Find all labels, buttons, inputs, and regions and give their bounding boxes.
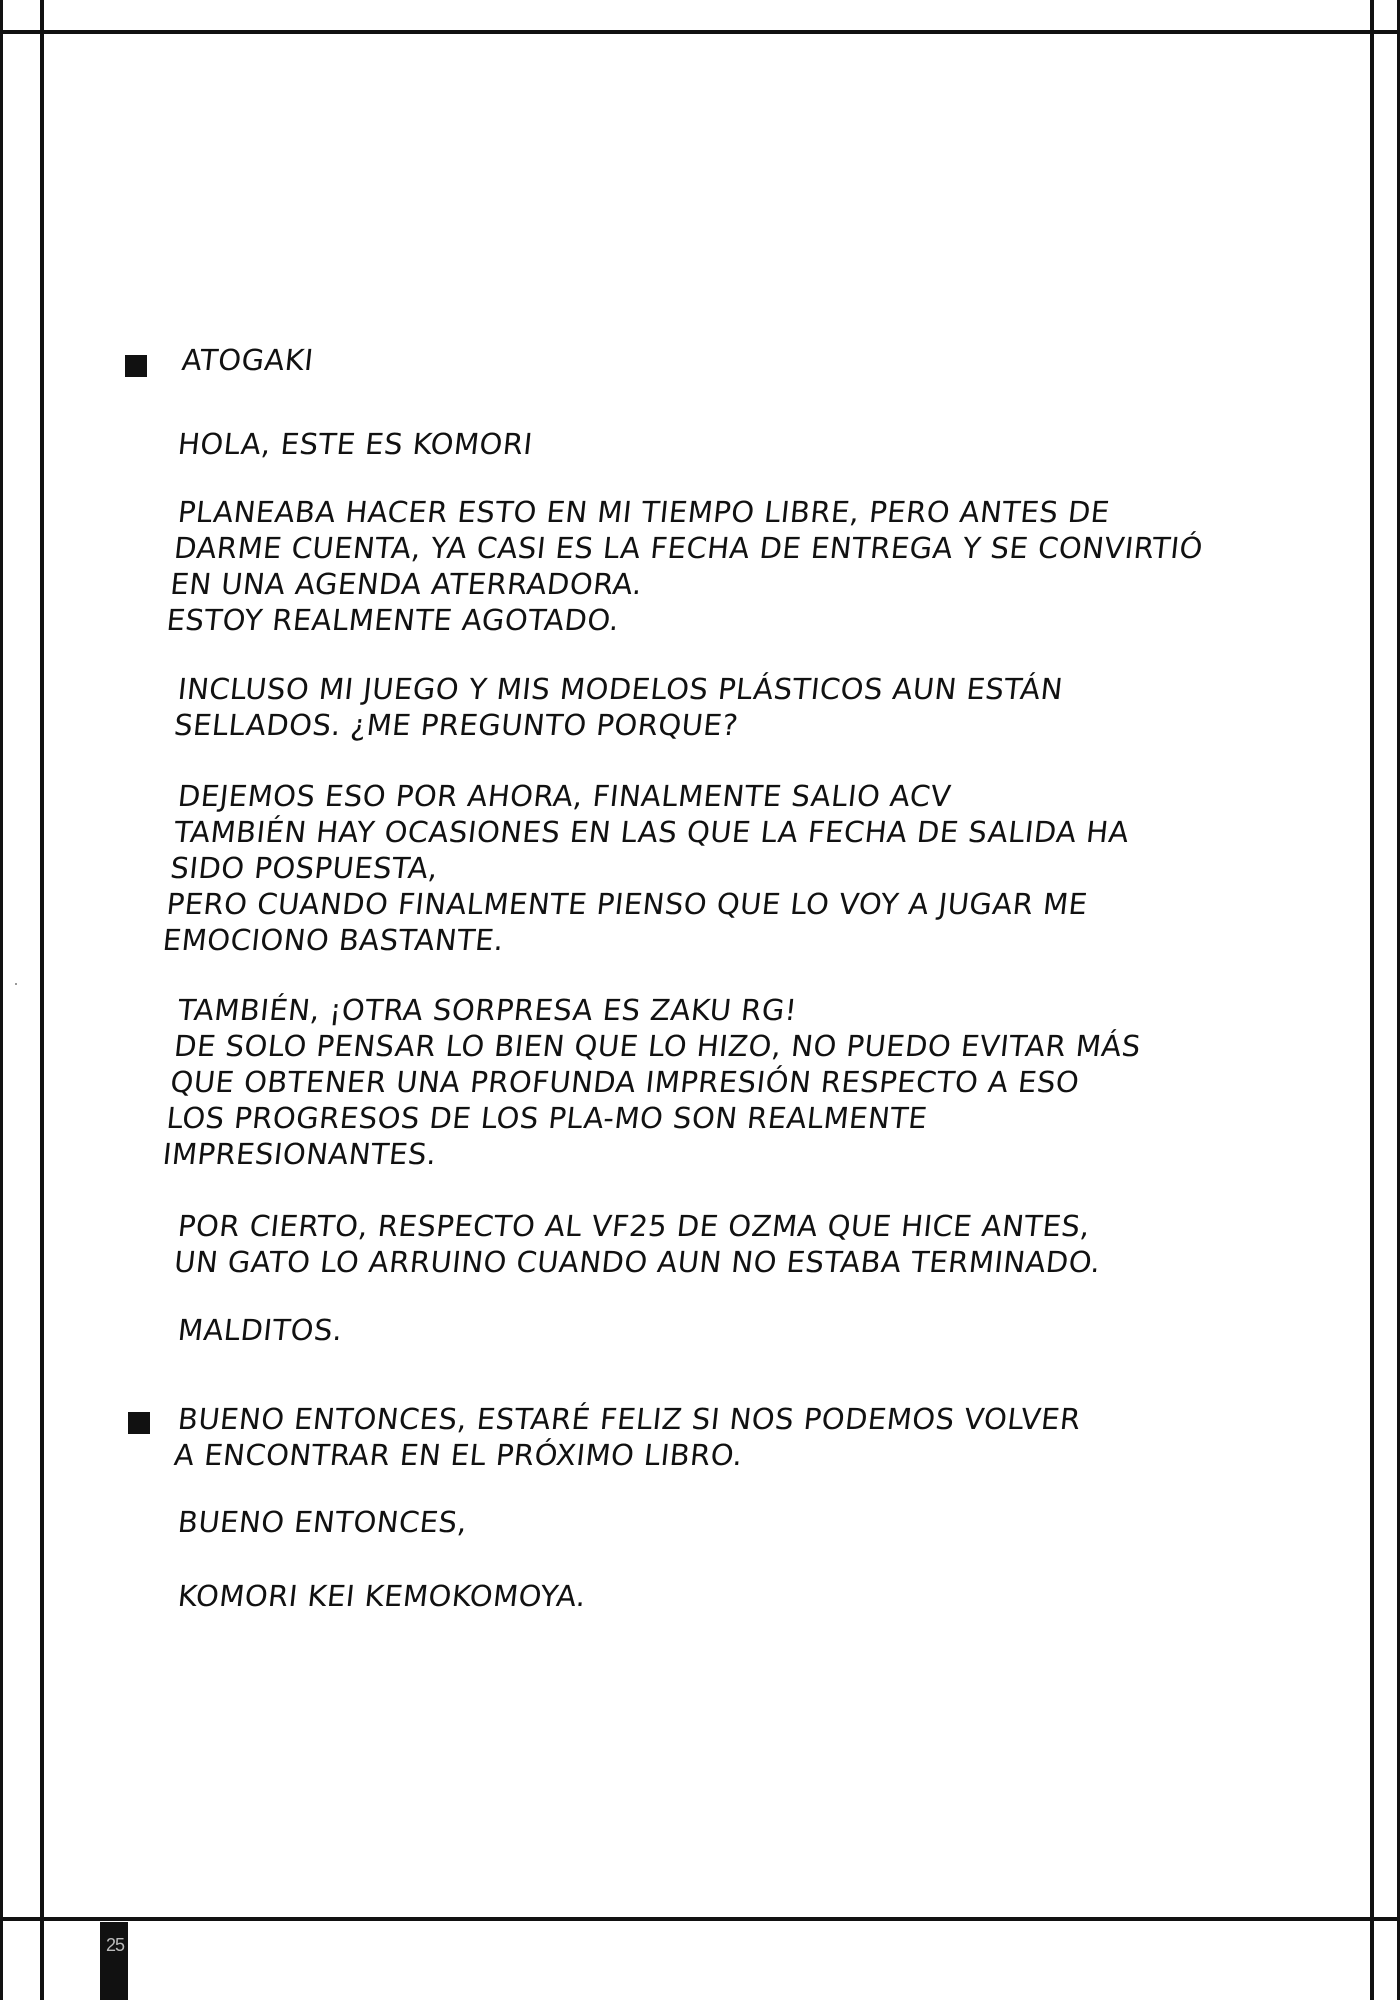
square-bullet-icon <box>128 1412 150 1434</box>
text-line: KOMORI KEI KEMOKOMOYA. <box>176 1579 588 1613</box>
text-line: PERO CUANDO FINALMENTE PIENSO QUE LO VOY A JUGAR ME <box>164 887 1090 921</box>
paragraph-farewell <box>172 1401 1082 1473</box>
frame-inner-right-rule <box>1370 0 1374 2000</box>
text-line: ESTOY REALMENTE AGOTADO. <box>164 603 622 637</box>
text-line: UN GATO LO ARRUINO CUANDO AUN NO ESTABA TERMINADO. <box>172 1245 1103 1279</box>
page-heading: ATOGAKI <box>180 343 316 377</box>
text-line: BUENO ENTONCES, <box>176 1505 470 1539</box>
text-line: BUENO ENTONCES, ESTARÉ FELIZ SI NOS PODEMOS VOLVER <box>176 1402 1083 1436</box>
paragraph-closing <box>176 1504 469 1540</box>
text-line: TAMBIÉN HAY OCASIONES EN LAS QUE LA FECHA DE SALIDA HA <box>172 815 1131 849</box>
paragraph-vf25 <box>172 1208 1106 1280</box>
paragraph-malditos <box>176 1312 344 1348</box>
paragraph-zaku <box>161 992 1146 1172</box>
frame-bottom-rule <box>0 1917 1400 1921</box>
paragraph-schedule <box>165 494 1209 638</box>
page-number: 25 <box>105 1935 125 1955</box>
text-line: HOLA, ESTE ES KOMORI <box>176 427 535 461</box>
text-line: DARME CUENTA, YA CASI ES LA FECHA DE ENTREGA Y SE CONVIRTIÓ <box>172 531 1205 565</box>
text-line: POR CIERTO, RESPECTO AL VF25 DE OZMA QUE HICE ANTES, <box>176 1209 1092 1243</box>
square-bullet-icon <box>125 355 147 377</box>
paragraph-signature <box>176 1578 588 1614</box>
paragraph-acv <box>161 778 1135 958</box>
text-line: A ENCONTRAR EN EL PRÓXIMO LIBRO. <box>172 1438 745 1472</box>
text-line: SELLADOS. ¿ME PREGUNTO PORQUE? <box>172 708 740 742</box>
text-line: DEJEMOS ESO POR AHORA, FINALMENTE SALIO ACV <box>176 779 953 813</box>
text-line: IMPRESIONANTES. <box>161 1137 439 1171</box>
paragraph-models <box>172 671 1064 743</box>
scan-speck <box>15 983 17 985</box>
text-line: MALDITOS. <box>176 1313 345 1347</box>
frame-inner-left-rule <box>40 0 44 2000</box>
text-line: EN UNA AGENDA ATERRADORA. <box>168 567 644 601</box>
text-line: SIDO POSPUESTA, <box>168 851 440 885</box>
paragraph-greeting <box>176 426 534 462</box>
page-border-left <box>0 0 3 2000</box>
text-line: DE SOLO PENSAR LO BIEN QUE LO HIZO, NO PUEDO EVITAR MÁS <box>172 1029 1143 1063</box>
text-line: INCLUSO MI JUEGO Y MIS MODELOS PLÁSTICOS AUN ESTÁN <box>176 672 1065 706</box>
text-line: LOS PROGRESOS DE LOS PLA-MO SON REALMENTE <box>164 1101 930 1135</box>
page-number-box <box>100 1922 128 2000</box>
text-line: QUE OBTENER UNA PROFUNDA IMPRESIÓN RESPECTO A ESO <box>168 1065 1082 1099</box>
text-line: TAMBIÉN, ¡OTRA SORPRESA ES ZAKU RG! <box>176 993 799 1027</box>
text-line: EMOCIONO BASTANTE. <box>161 923 506 957</box>
text-line: PLANEABA HACER ESTO EN MI TIEMPO LIBRE, PERO ANTES DE <box>176 495 1112 529</box>
frame-top-rule <box>0 30 1400 34</box>
